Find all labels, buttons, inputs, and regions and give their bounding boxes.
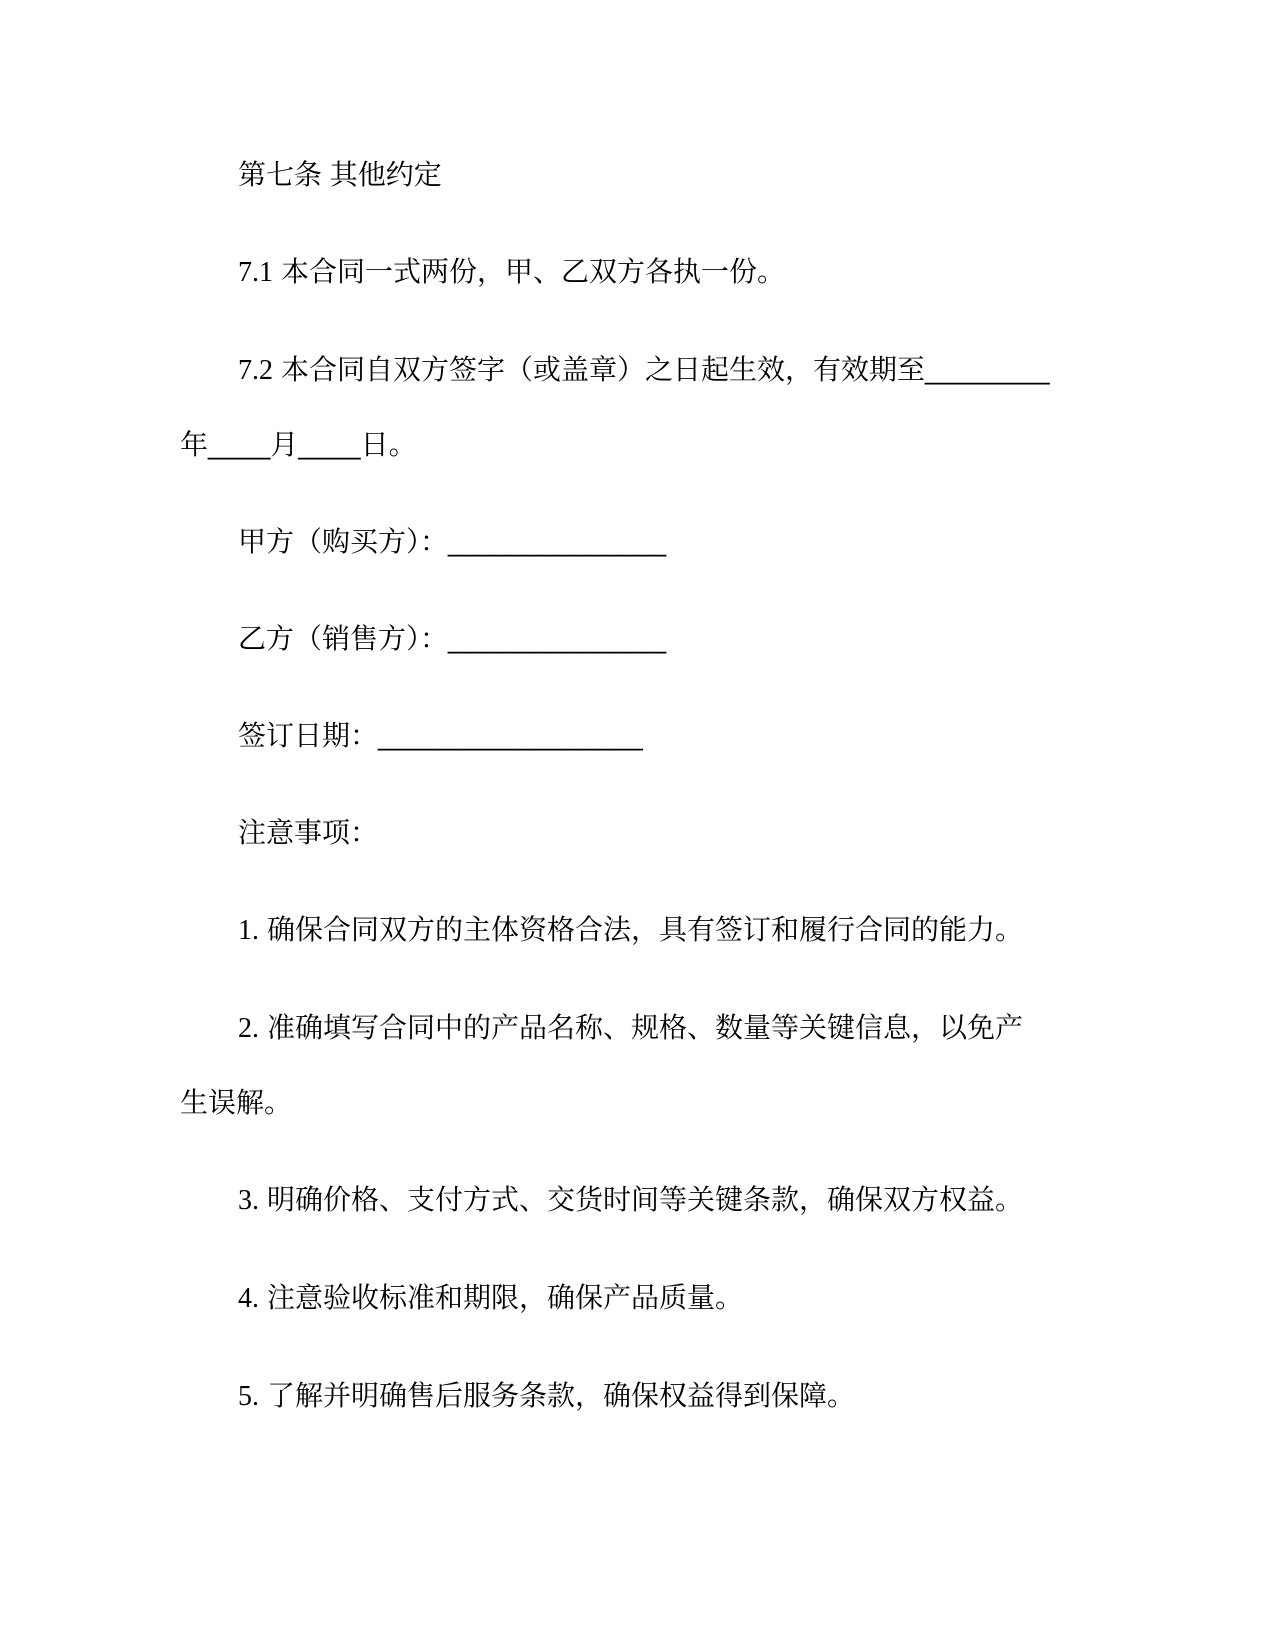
sign-date-blank: _________________ [378,720,643,751]
party-a-label: 甲方（购买方）： [238,526,449,557]
note-item-2 [180,991,1095,1140]
note-item-3-number: 3. [238,1185,259,1216]
note-item-3-text: 明确价格、支付方式、交货时间等关键条款，确保双方权益。 [267,1184,1024,1215]
party-b-label: 乙方（销售方）： [238,623,449,654]
note-item-1-text: 确保合同双方的主体资格合法，具有签订和履行合同的能力。 [267,914,1024,945]
clause-7-2-number: 7.2 [238,355,273,386]
note-item-2-number: 2. [238,1013,259,1044]
note-item-3 [180,1163,1095,1238]
party-b-blank: ______________ [448,623,667,654]
party-a-line [180,505,1095,579]
note-item-1-number: 1. [238,915,259,946]
note-item-5-text: 了解并明确售后服务条款，确保权益得到保障。 [267,1380,856,1411]
clause-7-2-line-1 [180,333,1095,408]
party-b-line [180,602,1095,676]
clause-7-1-number: 7.1 [238,257,273,288]
clause-7-1 [180,235,1095,310]
clause-7-1-text: 本合同一式两份，甲、乙双方各执一份。 [281,256,786,287]
notes-title: 注意事项： [238,817,379,848]
note-item-2-text-line-2: 生误解。 [180,1087,293,1118]
note-item-2-text-line-1: 准确填写合同中的产品名称、规格、数量等关键信息，以免产 [267,1012,1024,1043]
clause-7-2-text-line-1: 本合同自双方签字（或盖章）之日起生效，有效期至________ [281,354,1050,385]
note-item-1 [180,893,1095,968]
article-heading: 第七条 其他约定 [238,159,442,190]
note-item-4-number: 4. [238,1283,259,1314]
note-item-2-line-1 [180,991,1095,1066]
note-item-5-number: 5. [238,1381,259,1412]
party-a-blank: ______________ [448,526,667,557]
sign-date-line [180,699,1095,773]
clause-7-2-text-line-2: 年____月____日。 [180,429,417,460]
note-item-4 [180,1261,1095,1336]
sign-date-label: 签订日期： [238,720,379,751]
clause-7-2 [180,333,1095,482]
note-item-5 [180,1359,1095,1434]
note-item-4-text: 注意验收标准和期限，确保产品质量。 [267,1282,744,1313]
